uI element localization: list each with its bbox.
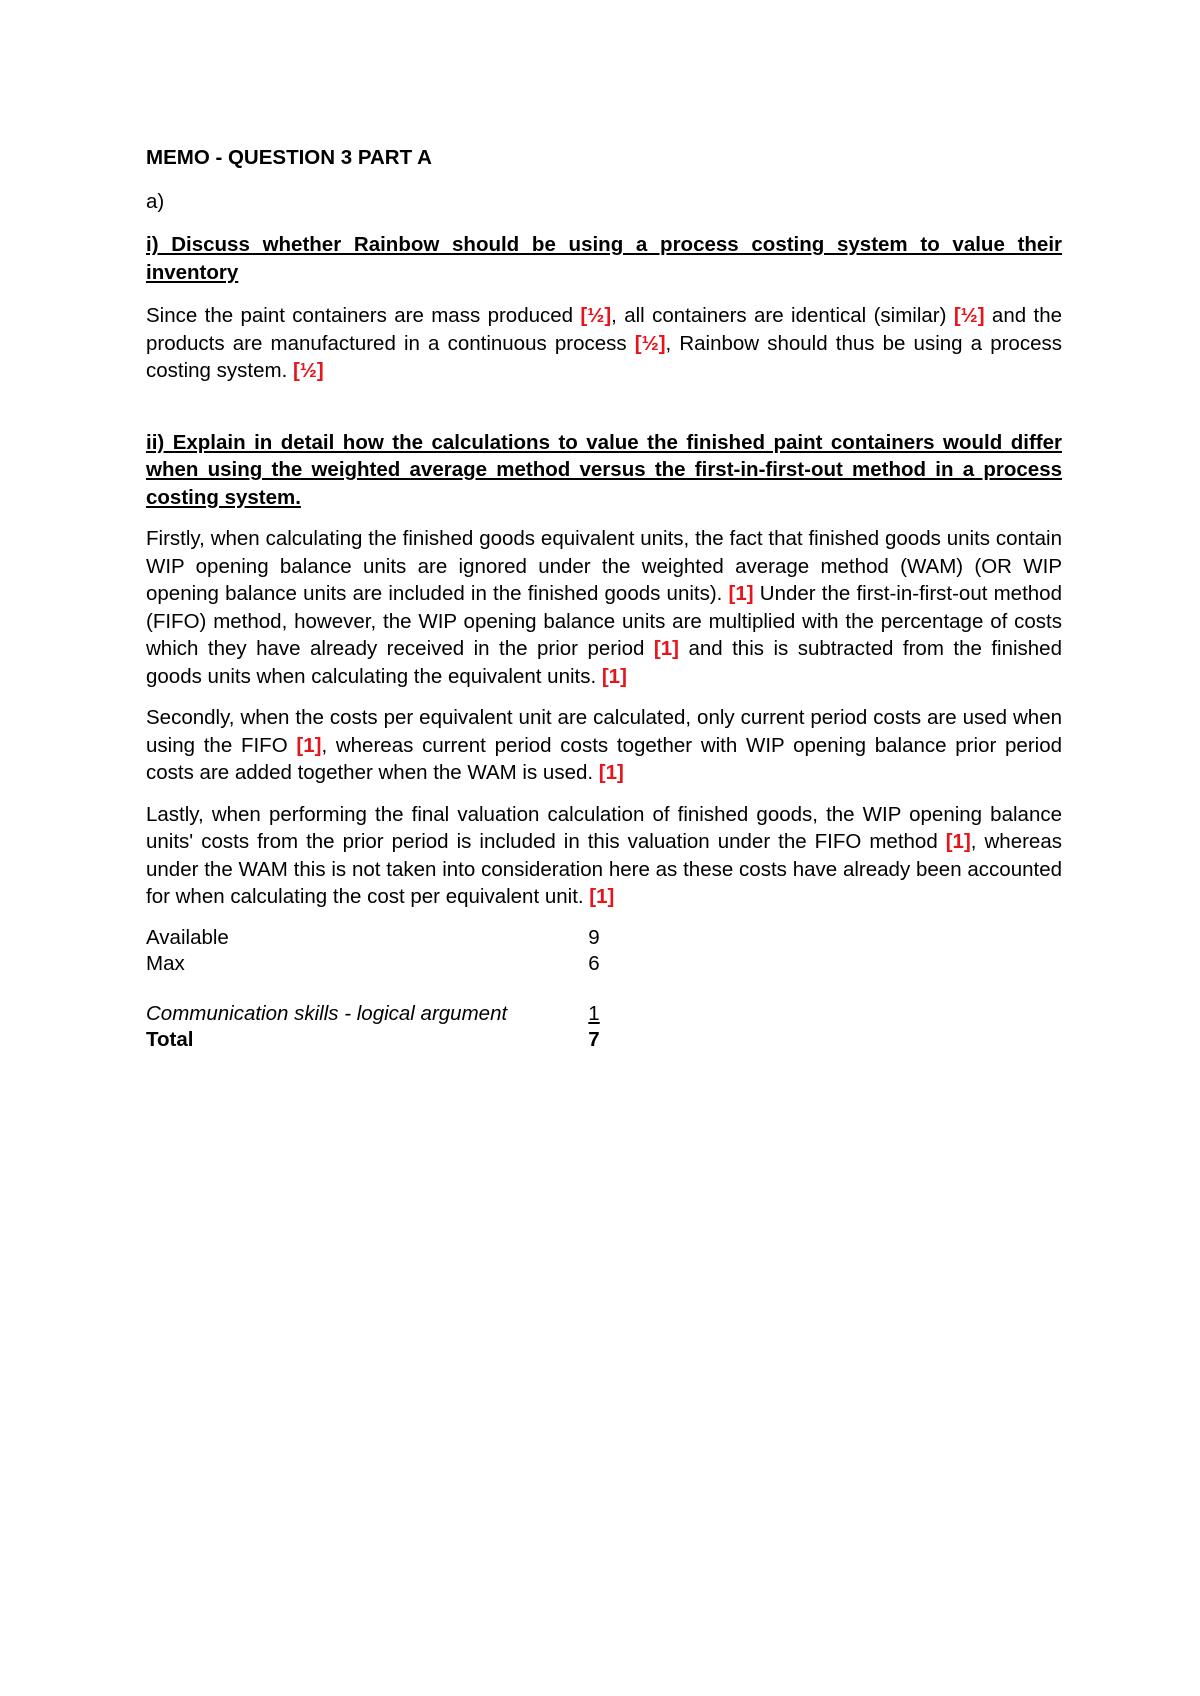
answer-text: , Rainbow should thus be using a process costing system. xyxy=(146,331,1062,382)
mark-badge: [1] xyxy=(589,885,615,908)
mark-badge: [½] xyxy=(953,304,985,327)
part-label: a) xyxy=(146,189,165,213)
mark-badge: [1] xyxy=(653,637,679,660)
mark-badge: [1] xyxy=(598,761,624,784)
question-1-heading: i) Discuss whether Rainbow should be using a process costing system to value their inventory xyxy=(146,233,1062,284)
question-2-paragraph-1 xyxy=(146,525,1062,690)
mark-badge: [½] xyxy=(580,304,612,327)
memo-title: MEMO - QUESTION 3 PART A xyxy=(146,146,432,169)
marks-tally xyxy=(146,925,606,1053)
answer-text: Under the first-in-first-out method (FIFO) method, however, the WIP opening balance units are multiplied with the percentage of costs which they have already received in the prior period xyxy=(146,582,1062,660)
question-2-paragraph-3 xyxy=(146,801,1062,911)
question-1-answer xyxy=(146,302,1062,385)
tally-value: 1 xyxy=(588,1001,600,1025)
answer-text: Secondly, when the costs per equivalent unit are calculated, only current period costs are used when using the FIFO xyxy=(146,706,1062,757)
tally-row-available xyxy=(146,925,606,951)
mark-badge: [1] xyxy=(601,664,627,688)
answer-text: , all containers are identical (similar) xyxy=(611,304,954,327)
answer-text: Lastly, when performing the final valuation calculation of finished goods, the WIP opening balance units' costs from the prior period is included in this valuation under the FIFO method xyxy=(146,802,1062,853)
tally-row-total xyxy=(146,1027,606,1053)
memo-page xyxy=(146,144,1062,1053)
tally-label: Communication skills - logical argument xyxy=(146,1001,508,1025)
tally-value: 6 xyxy=(588,951,600,975)
answer-text: , whereas under the WAM this is not taken into consideration here as these costs have already been accounted for when calculating the cost per equivalent unit. xyxy=(146,830,1062,908)
mark-badge: [1] xyxy=(728,582,754,605)
mark-badge: [1] xyxy=(296,733,322,757)
answer-text: Firstly, when calculating the finished goods equivalent units, the fact that finished goods units contain WIP opening balance units are ignored under the weighted average method (WAM) (OR WIP opening balance units are included in the finished goods units). xyxy=(146,527,1062,605)
tally-label: Available xyxy=(146,925,229,949)
answer-text: and the products are manufactured in a continuous process xyxy=(146,304,1062,355)
mark-badge: [½] xyxy=(292,359,324,382)
answer-text: Since the paint containers are mass produced xyxy=(146,304,581,327)
mark-badge: [1] xyxy=(945,830,971,853)
tally-value: 9 xyxy=(588,925,600,949)
question-2-heading: ii) Explain in detail how the calculations to value the finished paint containers would differ when using the weighted average method versus the first-in-first-out method in a process costing system. xyxy=(146,430,1062,509)
tally-label: Max xyxy=(146,951,185,975)
tally-row-max xyxy=(146,951,606,977)
question-2-paragraph-2 xyxy=(146,704,1062,787)
answer-text: , whereas current period costs together with WIP opening balance prior period costs are added together when the WAM is used. xyxy=(146,733,1063,784)
answer-text: and this is subtracted from the finished goods units when calculating the equivalent units. xyxy=(146,637,1062,688)
tally-row-communication xyxy=(146,1001,606,1027)
tally-value: 7 xyxy=(588,1027,600,1051)
tally-label: Total xyxy=(146,1027,194,1051)
mark-badge: [½] xyxy=(634,331,666,355)
